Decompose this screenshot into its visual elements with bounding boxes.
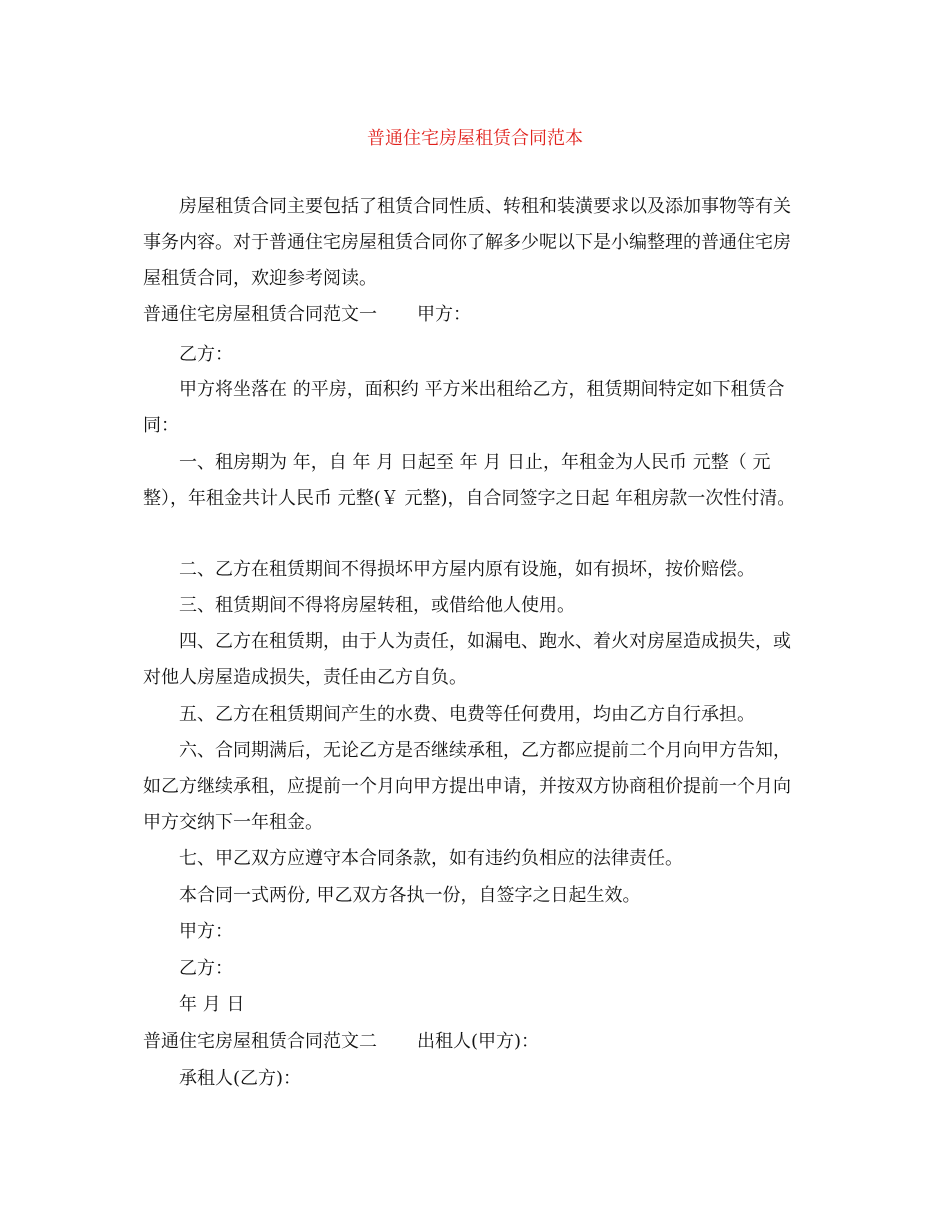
document-title: 普通住宅房屋租赁合同范本 <box>367 128 583 149</box>
sample2-heading-line <box>143 1024 539 1060</box>
sign-party-a: 甲方： <box>179 921 233 942</box>
clause-6: 六、合同期满后，无论乙方是否继续承租，乙方都应提前二个月向甲方告知，如乙方继续承租，应提前一个月向甲方提出申请，并按双方协商租价提前一个月向甲方交纳下一年租金。 <box>143 740 791 833</box>
sample1-heading-line <box>143 297 471 333</box>
clause-2: 二、乙方在租赁期间不得损坏甲方屋内原有设施，如有损坏，按价赔偿。 <box>179 559 755 580</box>
sample1-heading: 普通住宅房屋租赁合同范文一 <box>143 304 377 325</box>
sample1-party-a-label: 甲方： <box>417 304 471 325</box>
sample2-lessee-label: 承租人(乙方)： <box>179 1068 302 1089</box>
sign-date: 年 月 日 <box>179 994 245 1015</box>
clause-7: 七、甲乙双方应遵守本合同条款，如有违约负相应的法律责任。 <box>179 848 683 869</box>
sample2-lessor-label: 出租人(甲方)： <box>417 1031 540 1052</box>
clause-4: 四、乙方在租赁期，由于人为责任，如漏电、跑水、着火对房屋造成损失，或对他人房屋造成损失，责任由乙方自负。 <box>143 631 791 688</box>
sample1-preamble: 甲方将坐落在 的平房，面积约 平方米出租给乙方，租赁期间特定如下租赁合同： <box>143 379 785 436</box>
intro-paragraph: 房屋租赁合同主要包括了租赁合同性质、转租和装潢要求以及添加事物等有关事务内容。对于普通住宅房屋租赁合同你了解多少呢以下是小编整理的普通住宅房屋租赁合同，欢迎参考阅读。 <box>143 196 791 289</box>
copies-line: 本合同一式两份, 甲乙双方各执一份，自签字之日起生效。 <box>179 885 641 906</box>
sign-party-b: 乙方： <box>179 958 233 979</box>
clause-1: 一、租房期为 年，自 年 月 日起至 年 月 日止，年租金为人民币 元整（ 元整），年租金共计人民币 元整(￥ 元整)，自合同签字之日起 年租房款一次性付清。 <box>143 452 796 509</box>
clause-3: 三、租赁期间不得将房屋转租，或借给他人使用。 <box>179 595 575 616</box>
sample2-heading: 普通住宅房屋租赁合同范文二 <box>143 1031 377 1052</box>
sample1-party-b-label: 乙方： <box>179 344 233 365</box>
clause-5: 五、乙方在租赁期间产生的水费、电费等任何费用，均由乙方自行承担。 <box>179 704 755 725</box>
